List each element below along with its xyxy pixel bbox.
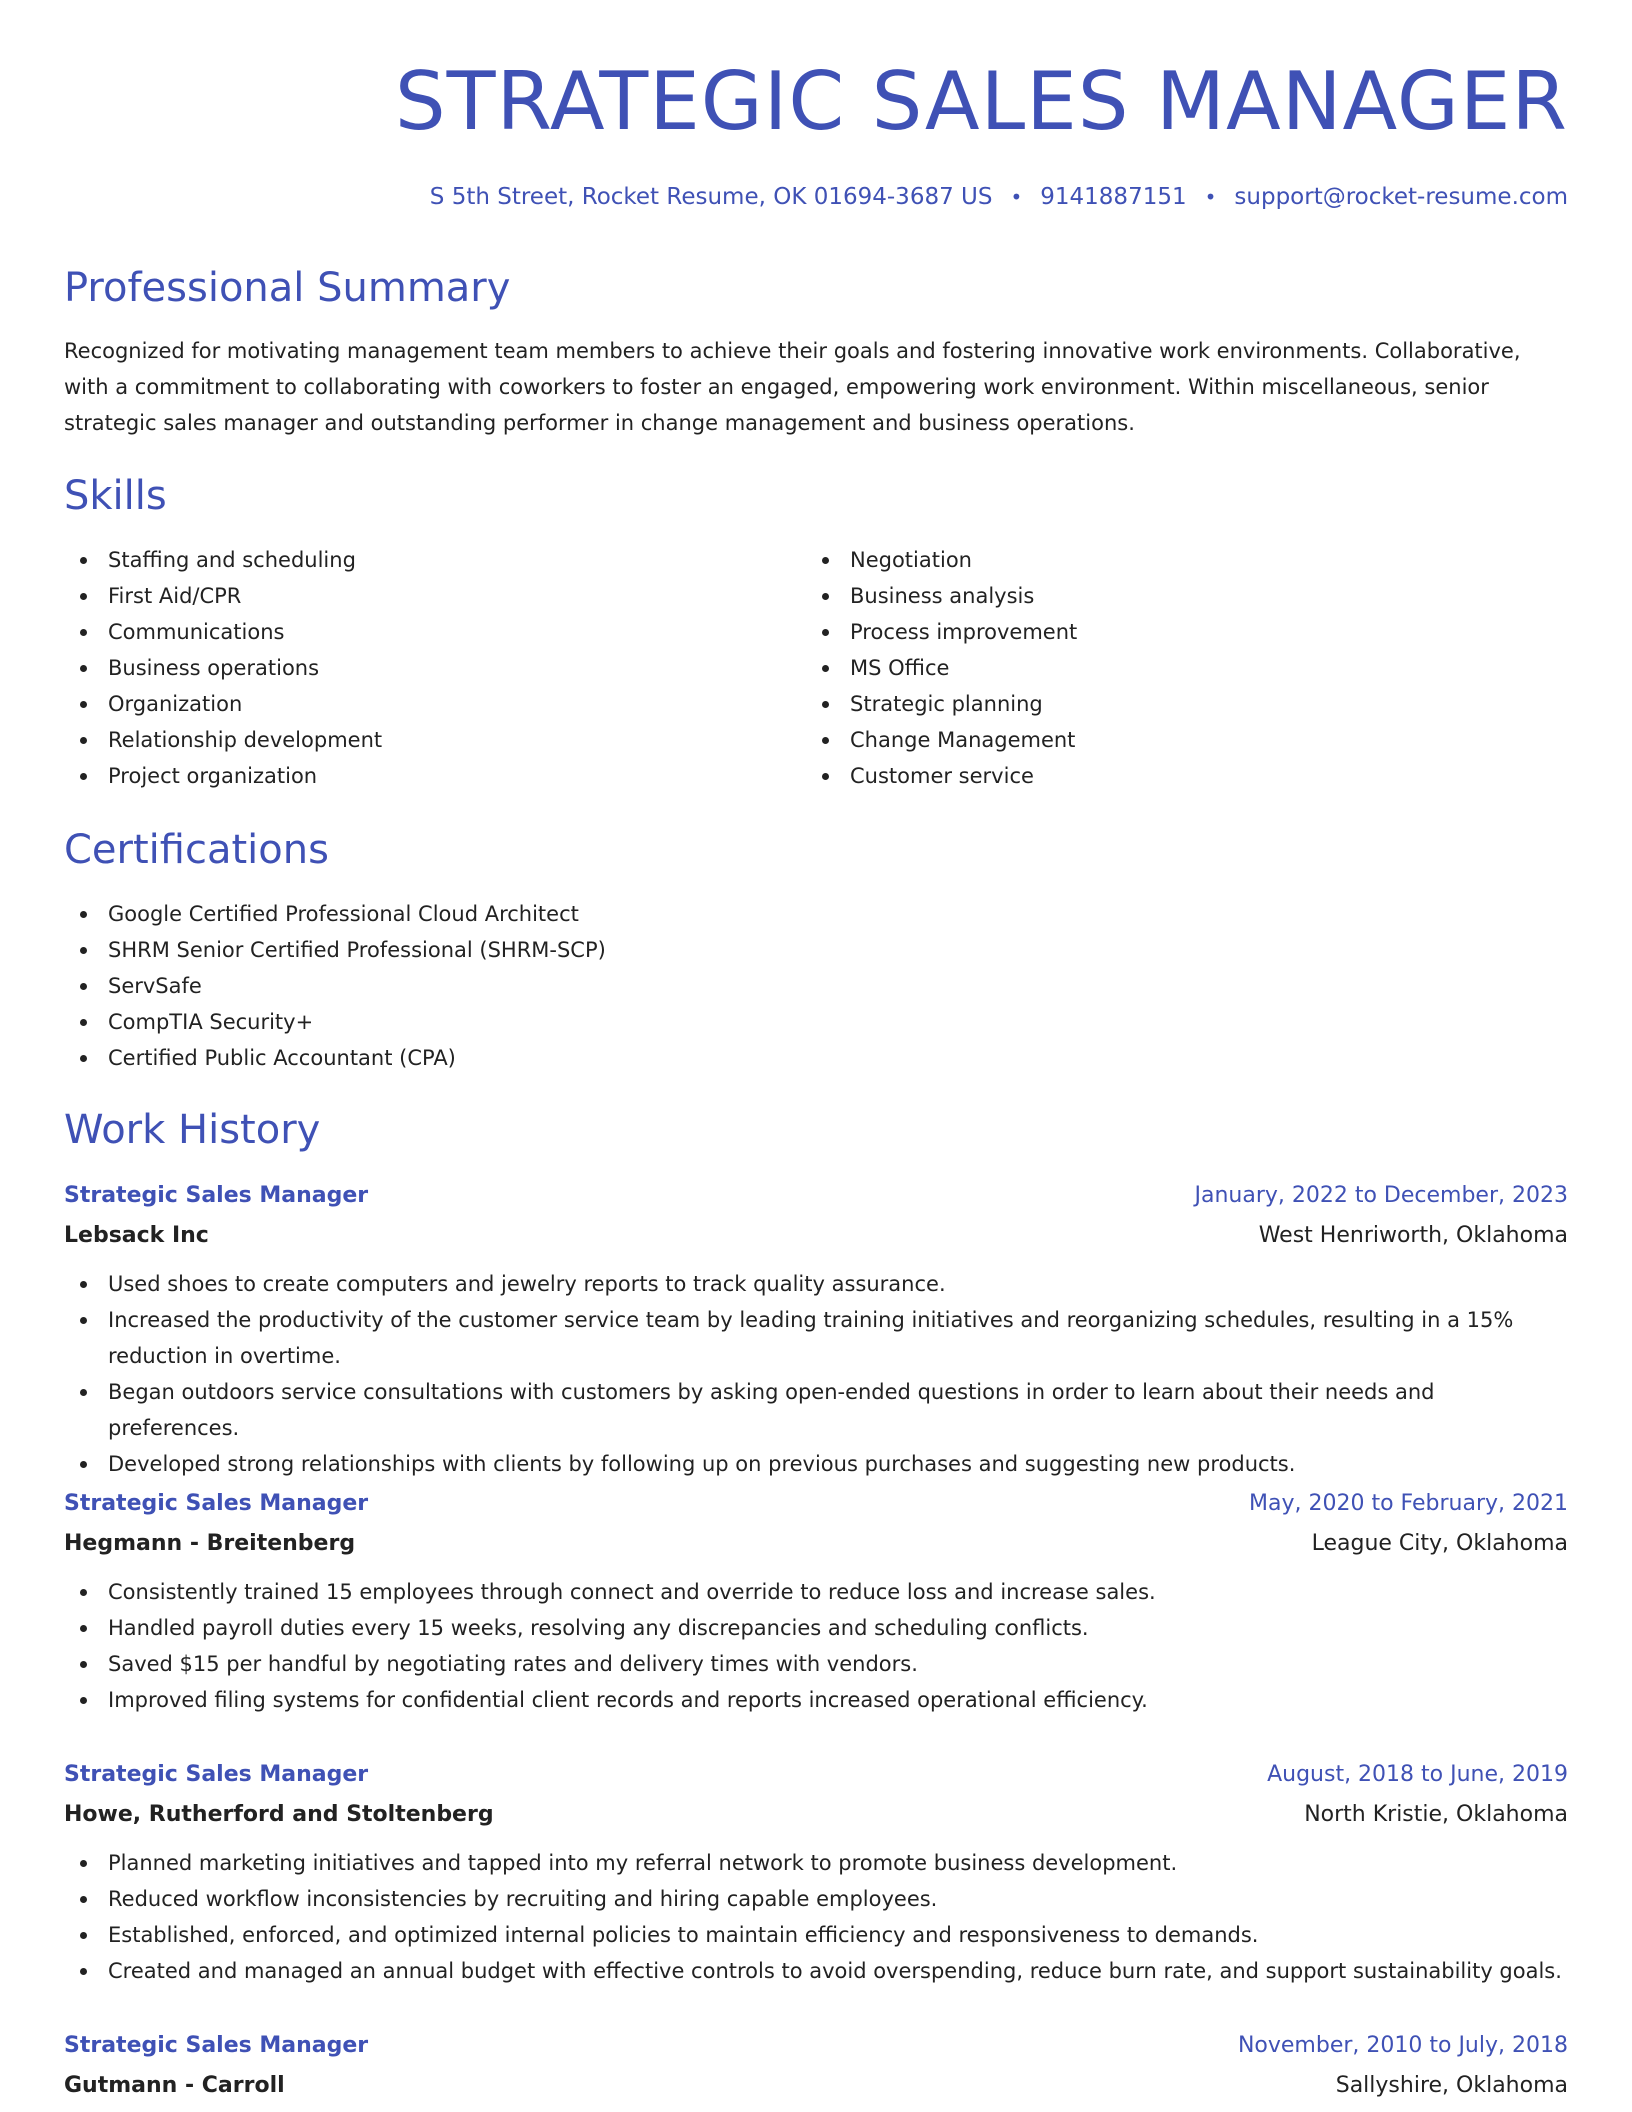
job-location: League City, Oklahoma — [1311, 1531, 1568, 1556]
job-bullet: Planned marketing initiatives and tapped into my referral network to promote business development. — [64, 1845, 1568, 1881]
skill-item: Customer service — [806, 758, 1506, 794]
job-company: Howe, Rutherford and Stoltenberg — [64, 1802, 494, 1827]
job-location: Sallyshire, Oklahoma — [1335, 2073, 1568, 2098]
skill-item: Negotiation — [806, 542, 1506, 578]
resume-page — [64, 0, 1568, 2112]
job-company: Hegmann - Breitenberg — [64, 1531, 356, 1556]
job-bullets — [64, 1266, 1568, 1482]
job-bullet: Created and managed an annual budget with effective controls to avoid overspending, reduce burn rate, and support sustainability goals. — [64, 1953, 1568, 1989]
skill-item: Business analysis — [806, 578, 1506, 614]
certifications-heading: Certifications — [64, 827, 329, 873]
contact-line — [430, 180, 1568, 214]
skills-list-left — [64, 542, 764, 794]
certification-item: SHRM Senior Certified Professional (SHRM-SCP) — [64, 932, 1568, 968]
certification-item: ServSafe — [64, 968, 1568, 1004]
resume-name-heading: STRATEGIC SALES MANAGER — [394, 55, 1568, 148]
skill-item: Organization — [64, 686, 764, 722]
job-dates: May, 2020 to February, 2021 — [1249, 1491, 1568, 1516]
job-dates: November, 2010 to July, 2018 — [1237, 2033, 1568, 2058]
work-history-heading: Work History — [64, 1107, 321, 1153]
job-bullet: Handled payroll duties every 15 weeks, resolving any discrepancies and scheduling conflicts. — [64, 1610, 1568, 1646]
job-bullet: Developed strong relationships with clients by following up on previous purchases and suggesting new products. — [64, 1446, 1568, 1482]
job-title: Strategic Sales Manager — [64, 1762, 369, 1787]
job-entry — [64, 1484, 1568, 1718]
summary-heading: Professional Summary — [64, 265, 511, 311]
skill-item: Staffing and scheduling — [64, 542, 764, 578]
job-bullet: Consistently trained 15 employees through connect and override to reduce loss and increase sales. — [64, 1574, 1568, 1610]
job-title: Strategic Sales Manager — [64, 1491, 369, 1516]
job-entry — [64, 1176, 1568, 1482]
skill-item: MS Office — [806, 650, 1506, 686]
job-title: Strategic Sales Manager — [64, 1183, 369, 1208]
skill-item: Communications — [64, 614, 764, 650]
job-bullet: Began outdoors service consultations with customers by asking open-ended questions in order to learn about their needs and preferences. — [64, 1374, 1568, 1446]
contact-phone[interactable]: 9141887151 — [1040, 184, 1187, 210]
skill-item: Change Management — [806, 722, 1506, 758]
skill-item: Project organization — [64, 758, 764, 794]
job-entry — [64, 1755, 1568, 1989]
skills-heading: Skills — [64, 473, 167, 519]
job-dates: August, 2018 to June, 2019 — [1267, 1762, 1568, 1787]
skill-item: Business operations — [64, 650, 764, 686]
skill-item: Process improvement — [806, 614, 1506, 650]
summary-text: Recognized for motivating management team members to achieve their goals and fostering innovative work environments. Collaborative, with a commitment to collaborating with coworkers to foster an engaged, empowering work environment. Within miscellaneous, senior strategic sales manager and outstanding performer in change management and business operations. — [64, 339, 1521, 435]
job-location: West Henriworth, Oklahoma — [1258, 1223, 1568, 1248]
skills-list-right — [806, 542, 1506, 794]
job-bullet: Improved filing systems for confidential client records and reports increased operational efficiency. — [64, 1682, 1568, 1718]
job-bullet: Established, enforced, and optimized internal policies to maintain efficiency and responsiveness to demands. — [64, 1917, 1568, 1953]
certification-item: Certified Public Accountant (CPA) — [64, 1040, 1568, 1076]
job-company: Lebsack Inc — [64, 1223, 209, 1248]
job-bullet: Saved $15 per handful by negotiating rates and delivery times with vendors. — [64, 1646, 1568, 1682]
job-bullet: Reduced workflow inconsistencies by recruiting and hiring capable employees. — [64, 1881, 1568, 1917]
job-title: Strategic Sales Manager — [64, 2033, 369, 2058]
skill-item: First Aid/CPR — [64, 578, 764, 614]
skill-item: Relationship development — [64, 722, 764, 758]
certification-item: CompTIA Security+ — [64, 1004, 1568, 1040]
contact-email[interactable]: support@rocket-resume.com — [1234, 184, 1568, 210]
contact-separator: • — [1204, 185, 1217, 209]
certification-item: Google Certified Professional Cloud Architect — [64, 896, 1568, 932]
contact-separator: • — [1010, 185, 1023, 209]
job-bullets — [64, 1574, 1568, 1718]
job-entry — [64, 2026, 1568, 2106]
job-bullets — [64, 1845, 1568, 1989]
skill-item: Strategic planning — [806, 686, 1506, 722]
job-dates: January, 2022 to December, 2023 — [1194, 1183, 1568, 1208]
job-bullet: Used shoes to create computers and jewelry reports to track quality assurance. — [64, 1266, 1568, 1302]
job-bullet: Increased the productivity of the customer service team by leading training initiatives and reorganizing schedules, resulting in a 15% reduction in overtime. — [64, 1302, 1568, 1374]
job-company: Gutmann - Carroll — [64, 2073, 285, 2098]
contact-address: S 5th Street, Rocket Resume, OK 01694-3687 US — [429, 184, 993, 210]
job-location: North Kristie, Oklahoma — [1304, 1802, 1568, 1827]
certifications-list — [64, 896, 1568, 1076]
